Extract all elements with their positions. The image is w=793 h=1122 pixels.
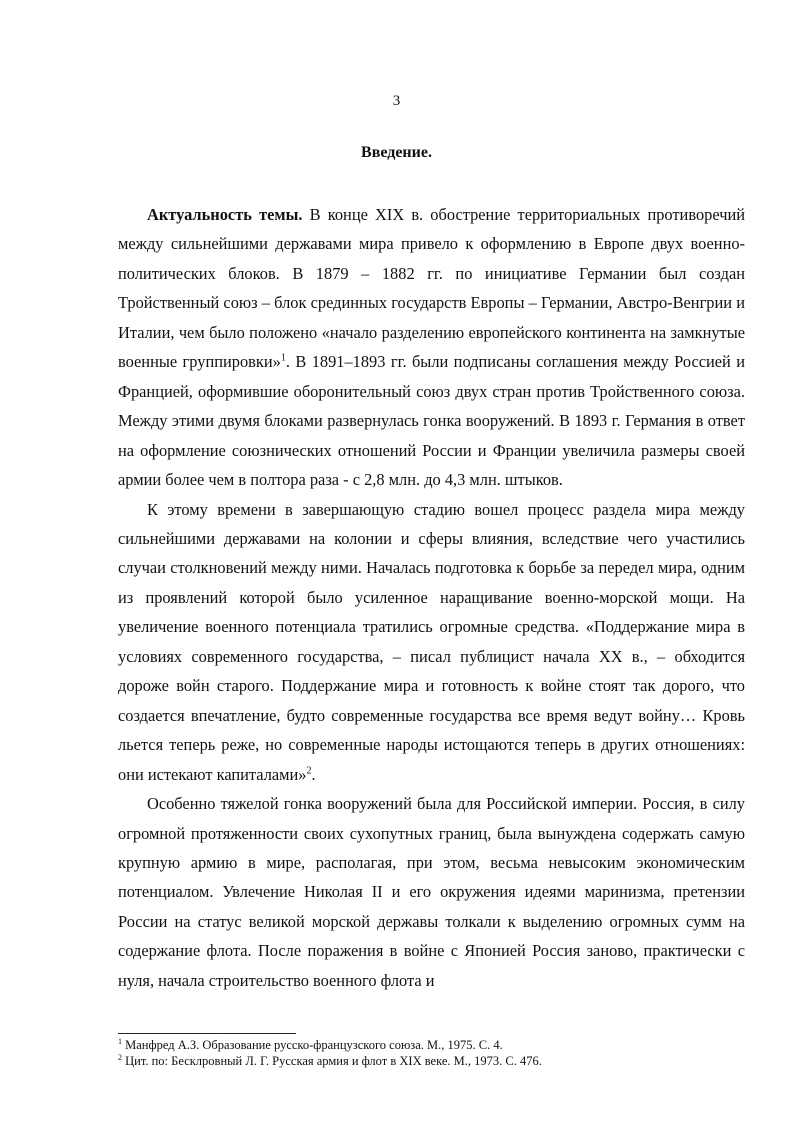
footnote-ref-2: 2 xyxy=(306,765,312,777)
footnote-2-text: Цит. по: Бесклровный Л. Г. Русская армия и флот в XIX веке. М., 1973. С. 476. xyxy=(122,1054,542,1068)
footnote-1-mark: 1 xyxy=(118,1036,122,1046)
page-number: 3 xyxy=(392,93,401,109)
footnote-ref-1: 1 xyxy=(280,352,286,364)
paragraph-lead: Актуальность темы. xyxy=(147,205,303,224)
footnote-2 xyxy=(118,1053,745,1069)
paragraph-1-text-a: В конце XIX в. обострение территориальных противоречий между сильнейшими державами мира привело к оформлению в Европе двух военно-политических блоков. В 1879 – 1882 гг. по инициативе Германии был создан Тройственный союз – блок срединных государств Европы – Германии, Австро-Венгрии и Италии, чем было положено «начало разделению европейского континента на замкнутые военные группировки» xyxy=(118,205,746,372)
footnote-1-text: Манфред А.З. Образование русско-французского союза. М., 1975. С. 4. xyxy=(122,1038,503,1052)
paragraph-2 xyxy=(118,495,745,790)
footnote-2-mark: 2 xyxy=(118,1052,122,1062)
section-title: Введение. xyxy=(361,144,432,161)
paragraph-1 xyxy=(118,200,745,495)
paragraph-3: Особенно тяжелой гонка вооружений была для Российской империи. Россия, в силу огромной протяженности своих сухопутных границ, была вынуждена содержать самую крупную армию в мире, располагая, при этом, весьма невысоким экономическим потенциалом. Увлечение Николая II и его окружения идеями маринизма, претензии России на статус великой морской державы толкали к выделению огромных сумм на содержание флота. После поражения в войне с Японией Россия заново, практически с нуля, начала строительство военного флота и xyxy=(118,794,745,990)
paragraph-2-text-b: . xyxy=(311,764,316,784)
footnote-1 xyxy=(118,1037,745,1053)
body-text xyxy=(118,200,745,995)
paragraph-2-text-a: К этому времени в завершающую стадию вошел процесс раздела мира между сильнейшими державами на колонии и сферы влияния, вследствие чего участились случаи столкновений между ними. Началась подготовка к борьбе за передел мира, одним из проявлений которой было усиленное наращивание военно-морской мощи. На увеличение военного потенциала тратились огромные средства. «Поддержание мира в условиях современного государства, – писал публицист начала XX в., – обходится дороже войн старого. Поддержание мира и готовность к войне стоят так дорого, что создается впечатление, будто современные государства все время ведут войну… Кровь льется теперь реже, но современные народы истощаются теперь в других отношениях: они истекают капиталами» xyxy=(118,499,745,784)
paragraph-1-text-b: . В 1891–1893 гг. были подписаны соглашения между Россией и Францией, оформившие оборонительный союз двух стран против Тройственного союза. Между этими двумя блоками развернулась гонка вооружений. В 1893 г. Германия в ответ на оформление союзнических отношений России и Франции увеличила размеры своей армии более чем в полтора раза - с 2,8 млн. до 4,3 млн. штыков. xyxy=(118,352,746,490)
footnotes xyxy=(118,1037,745,1069)
footnote-divider xyxy=(118,1033,296,1034)
